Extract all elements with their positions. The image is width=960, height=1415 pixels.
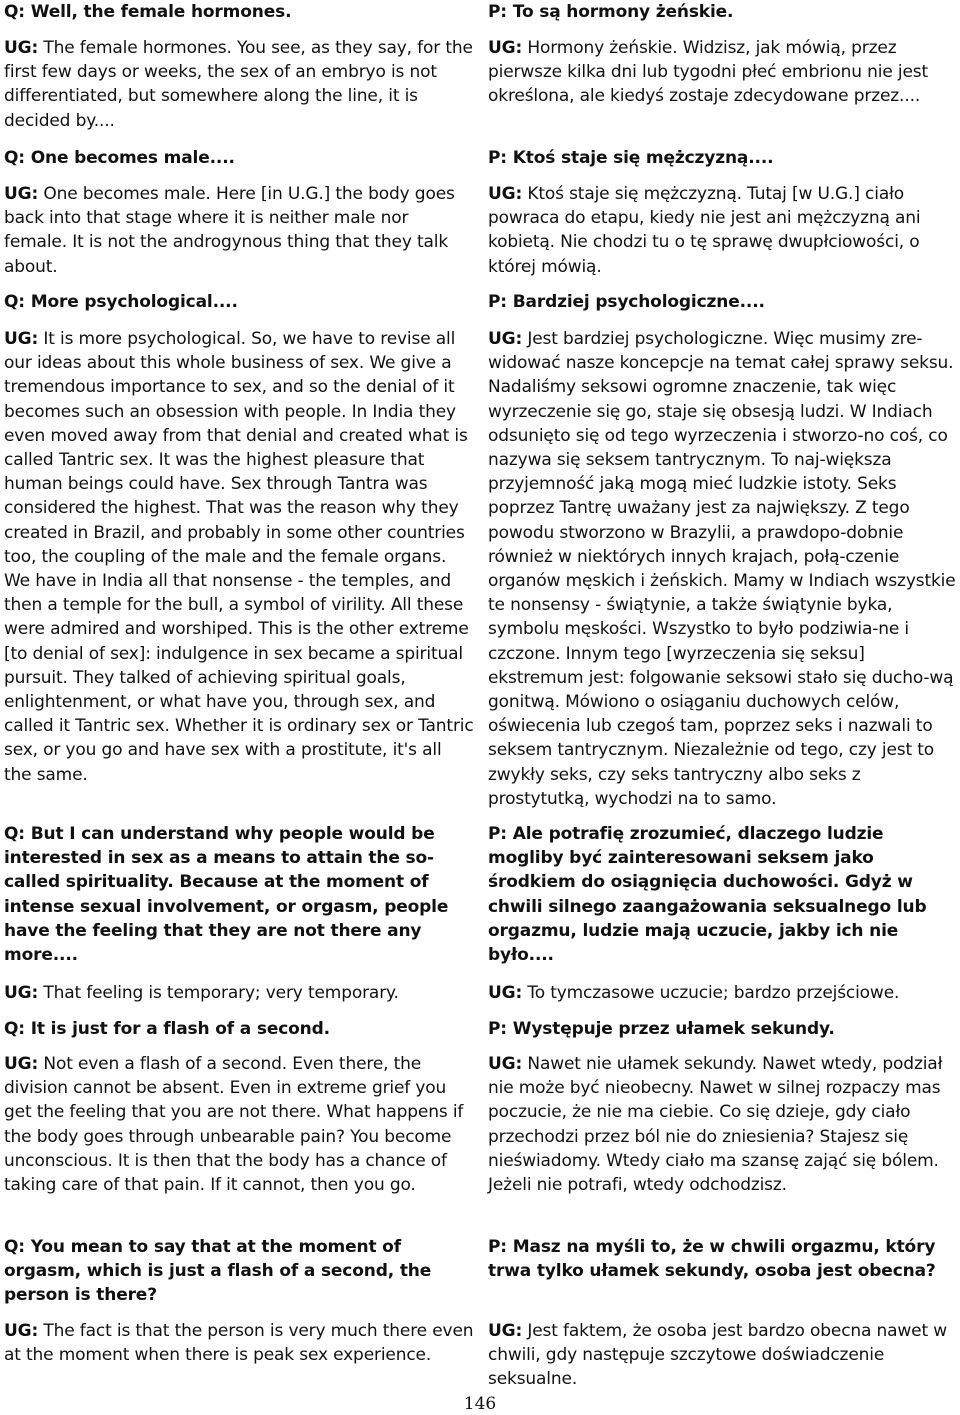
speaker-label: UG: bbox=[4, 1054, 39, 1074]
page-number: 146 bbox=[463, 1394, 497, 1414]
question-block bbox=[4, 146, 474, 170]
question-paragraph bbox=[4, 146, 474, 170]
speaker-label: P: bbox=[488, 824, 507, 844]
question-block bbox=[488, 0, 958, 24]
answer-block bbox=[488, 36, 958, 109]
speaker-label: UG: bbox=[488, 329, 523, 349]
answer-paragraph bbox=[4, 1052, 474, 1197]
answer-block bbox=[488, 1319, 958, 1392]
speaker-label: P: bbox=[488, 292, 507, 312]
question-text: Well, the female hormones. bbox=[30, 2, 292, 22]
question-block bbox=[488, 1017, 958, 1041]
answer-paragraph bbox=[488, 36, 958, 109]
speaker-label: Q: bbox=[4, 1237, 25, 1257]
question-text: Ale potrafię zrozumieć, dlaczego ludzie mogliby być zainteresowani seksem jako środkiem do osiągnięcia duchowości. Gdyż w chwili silnego zaangażowania seksualnego lub orgazmu, ludzie mają uczucie, jakby ich nie było.... bbox=[488, 824, 927, 966]
speaker-label: UG: bbox=[4, 184, 39, 204]
question-text: More psychological.... bbox=[30, 292, 238, 312]
answer-text: Nawet nie ułamek sekundy. Nawet wtedy, podział nie może być nieobecny. Nawet w silnej rozpaczy mas poczucie, że nie ma ciebie. Co się dzieje, gdy ciało przechodzi przez ból nie do zniesienia? Stajesz się nieświadomy. Wtedy ciało ma szansę zająć się bólem. Jeżeli nie potrafi, wtedy odchodzisz. bbox=[488, 1054, 943, 1196]
answer-block bbox=[4, 182, 474, 279]
answer-paragraph bbox=[4, 182, 474, 279]
answer-block bbox=[488, 182, 958, 279]
answer-text: The female hormones. You see, as they say, for the first few days or weeks, the sex of an embryo is not differentiated, but somewhere along the line, it is decided by.... bbox=[4, 38, 473, 131]
answer-text: Jest faktem, że osoba jest bardzo obecna nawet w chwili, gdy następuje szczytowe doświadczenie seksualne. bbox=[488, 1321, 948, 1390]
question-text: You mean to say that at the moment of orgasm, which is just a flash of a second, the person is there? bbox=[4, 1237, 432, 1306]
answer-block bbox=[4, 1052, 474, 1197]
speaker-label: Q: bbox=[4, 2, 25, 22]
answer-text: To tymczasowe uczucie; bardzo przejściowe. bbox=[527, 983, 900, 1003]
answer-paragraph bbox=[4, 327, 474, 787]
answer-block bbox=[488, 327, 958, 811]
answer-paragraph bbox=[488, 1052, 958, 1197]
speaker-label: Q: bbox=[4, 148, 25, 168]
question-paragraph bbox=[4, 1235, 474, 1308]
question-text: Masz na myśli to, że w chwili orgazmu, który trwa tylko ułamek sekundy, osoba jest obecna? bbox=[488, 1237, 936, 1282]
question-paragraph bbox=[488, 822, 958, 967]
speaker-label: UG: bbox=[488, 1321, 523, 1341]
question-text: But I can understand why people would be interested in sex as a means to attain the so-called spirituality. Because at the moment of intense sexual involvement, or orgasm, people have the feeling that they are not there any more.... bbox=[4, 824, 449, 966]
speaker-label: P: bbox=[488, 1237, 507, 1257]
answer-paragraph bbox=[488, 327, 958, 811]
answer-block bbox=[488, 981, 958, 1005]
speaker-label: UG: bbox=[4, 1321, 39, 1341]
question-block bbox=[4, 822, 474, 967]
question-text: Ktoś staje się mężczyzną.... bbox=[512, 148, 774, 168]
answer-text: One becomes male. Here [in U.G.] the body goes back into that stage where it is neither male nor female. It is not the androgynous thing that they talk about. bbox=[4, 184, 455, 277]
question-paragraph bbox=[488, 290, 958, 314]
answer-block bbox=[4, 981, 474, 1005]
speaker-label: P: bbox=[488, 2, 507, 22]
question-paragraph bbox=[488, 0, 958, 24]
question-text: One becomes male.... bbox=[30, 148, 235, 168]
question-paragraph bbox=[4, 290, 474, 314]
question-text: To są hormony żeńskie. bbox=[512, 2, 734, 22]
answer-paragraph bbox=[4, 981, 474, 1005]
answer-block bbox=[4, 36, 474, 133]
speaker-label: UG: bbox=[4, 983, 39, 1003]
speaker-label: P: bbox=[488, 148, 507, 168]
answer-text: Ktoś staje się mężczyzną. Tutaj [w U.G.] ciało powraca do etapu, kiedy nie jest ani mężczyzną ani kobietą. Nie chodzi tu o tę sprawę dwupłciowości, o której mówią. bbox=[488, 184, 921, 277]
question-block bbox=[488, 822, 958, 967]
answer-text: The fact is that the person is very much there even at the moment when there is peak sex experience. bbox=[4, 1321, 474, 1366]
question-paragraph bbox=[4, 822, 474, 967]
answer-text: That feeling is temporary; very temporary. bbox=[43, 983, 399, 1003]
question-paragraph bbox=[4, 1017, 474, 1041]
answer-paragraph bbox=[4, 36, 474, 133]
question-text: It is just for a flash of a second. bbox=[30, 1019, 330, 1039]
question-block bbox=[488, 1235, 958, 1283]
question-block bbox=[4, 290, 474, 314]
answer-block bbox=[488, 1052, 958, 1197]
question-block bbox=[488, 146, 958, 170]
answer-paragraph bbox=[488, 1319, 958, 1392]
answer-text: Not even a flash of a second. Even there, the division cannot be absent. Even in extreme grief you get the feeling that you are not there. What happens if the body goes through unbearable pain? You become unconscious. It is then that the body has a chance of taking care of that pain. If it cannot, then you go. bbox=[4, 1054, 464, 1196]
answer-paragraph bbox=[488, 981, 958, 1005]
speaker-label: Q: bbox=[4, 292, 25, 312]
speaker-label: P: bbox=[488, 1019, 507, 1039]
answer-paragraph bbox=[4, 1319, 474, 1367]
answer-text: It is more psychological. So, we have to revise all our ideas about this whole business of sex. We give a tremendous importance to sex, and so the denial of it becomes such an obsession with people. In India they even moved away from that denial and created what is called Tantric sex. It was the highest pleasure that human beings could have. Sex through Tantra was considered the highest. That was the reason why they created in Brazil, and probably in some other countries too, the coupling of the male and the female organs. We have in India all that nonsense - the temples, and then a temple for the bull, a symbol of virility. All these were admired and worshiped. This is the other extreme [to denial of sex]: indulgence in sex became a spiritual pursuit. They talked of achieving spiritual goals, enlightenment, or what have you, through sex, and called it Tantric sex. Whether it is ordinary sex or Tantric sex, or you go and have sex with a prostitute, it's all the same. bbox=[4, 329, 474, 785]
answer-text: Jest bardziej psychologiczne. Więc musimy zre-widować nasze koncepcje na temat całej sprawy seksu. Nadaliśmy seksowi ogromne znaczenie, tak więc wyrzeczenie się go, staje się obsesją ludzi. W Indiach odsunięto się od tego wyrzeczenia i stworzo-no coś, co nazywa się seksem tantrycznym. To naj-większa przyjemność jaką mogą mieć ludzkie istoty. Seks poprzez Tantrę uważany jest za największy. Z tego powodu stworzono w Brazylii, a prawdopo-dobnie również w niektórych innych krajach, połą-czenie organów męskich i żeńskich. Mamy w Indiach wszystkie te nonsensy - świątynie, a także świątynie byka, symbolu męskości. Wszystko to było podziwia-ne i czczone. Innym tego [wyrzeczenia się seksu] ekstremum jest: folgowanie seksowi stało się ducho-wą gonitwą. Mówiono o osiąganiu duchowych celów, oświecenia lub czegoś tam, poprzez seks i nazwali to seksem tantrycznym. Niezależnie od tego, czy jest to zwykły seks, czy seks tantryczny albo seks z prostytutką, wychodzi na to samo. bbox=[488, 329, 956, 809]
speaker-label: UG: bbox=[488, 983, 523, 1003]
speaker-label: UG: bbox=[488, 184, 523, 204]
question-paragraph bbox=[488, 1017, 958, 1041]
question-block bbox=[488, 290, 958, 314]
question-paragraph bbox=[4, 0, 474, 24]
speaker-label: UG: bbox=[4, 329, 39, 349]
question-block bbox=[4, 0, 474, 24]
speaker-label: UG: bbox=[4, 38, 39, 58]
question-block bbox=[4, 1017, 474, 1041]
speaker-label: Q: bbox=[4, 1019, 25, 1039]
speaker-label: Q: bbox=[4, 824, 25, 844]
answer-block bbox=[4, 327, 474, 787]
question-text: Występuje przez ułamek sekundy. bbox=[512, 1019, 835, 1039]
question-block bbox=[4, 1235, 474, 1308]
question-text: Bardziej psychologiczne.... bbox=[512, 292, 765, 312]
answer-paragraph bbox=[488, 182, 958, 279]
question-paragraph bbox=[488, 1235, 958, 1283]
answer-text: Hormony żeńskie. Widzisz, jak mówią, przez pierwsze kilka dni lub tygodni płeć embrionu nie jest określona, ale kiedyś zostaje zdecydowane przez.... bbox=[488, 38, 928, 107]
speaker-label: UG: bbox=[488, 38, 523, 58]
answer-block bbox=[4, 1319, 474, 1367]
speaker-label: UG: bbox=[488, 1054, 523, 1074]
question-paragraph bbox=[488, 146, 958, 170]
